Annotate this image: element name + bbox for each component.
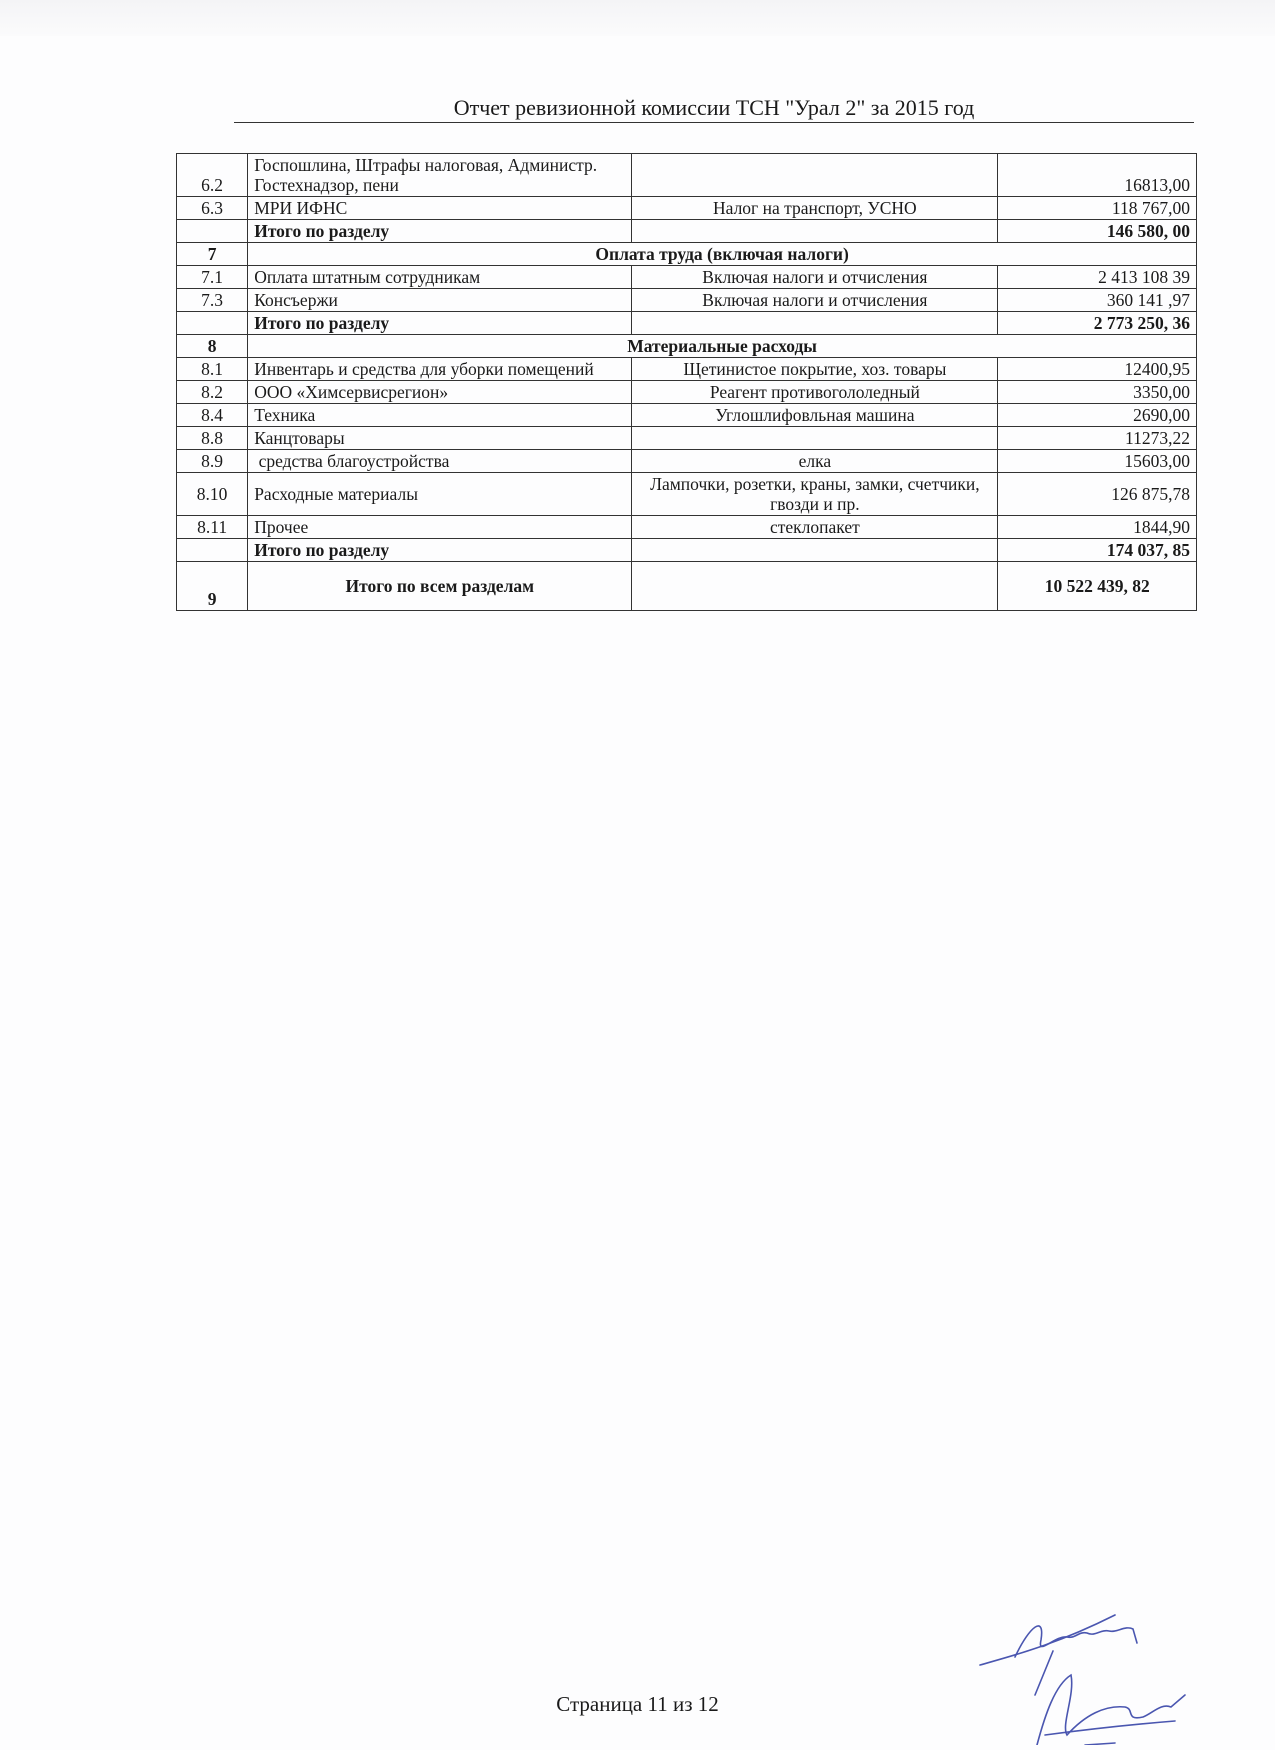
expense-report-table	[176, 153, 1197, 611]
row-name: Итого по разделу	[248, 220, 632, 243]
section-title: Материальные расходы	[248, 335, 1197, 358]
row-description: Реагент противогололедный	[632, 381, 998, 404]
signature-icon	[975, 1595, 1215, 1745]
row-amount: 10 522 439, 82	[998, 562, 1197, 611]
table-row	[177, 404, 1197, 427]
row-description	[632, 562, 998, 611]
section-number: 7	[177, 243, 248, 266]
row-name: Расходные материалы	[248, 473, 632, 516]
section-number: 8	[177, 335, 248, 358]
section-total-row	[177, 539, 1197, 562]
page-footer: Страница 11 из 12	[556, 1692, 719, 1716]
document-title: Отчет ревизионной комиссии ТСН "Урал 2" за 2015 год	[234, 94, 1194, 123]
row-description	[632, 220, 998, 243]
row-description: Налог на транспорт, УСНО	[632, 197, 998, 220]
row-amount: 1844,90	[998, 516, 1197, 539]
row-name: Итого по всем разделам	[248, 562, 632, 611]
grand-total-row	[177, 562, 1197, 611]
row-name: Госпошлина, Штрафы налоговая, Администр. Гостехнадзор, пени	[248, 154, 632, 197]
row-number	[177, 539, 248, 562]
row-number: 8.4	[177, 404, 248, 427]
row-amount: 126 875,78	[998, 473, 1197, 516]
section-title: Оплата труда (включая налоги)	[248, 243, 1197, 266]
row-name: Техника	[248, 404, 632, 427]
row-description: Включая налоги и отчисления	[632, 266, 998, 289]
row-description	[632, 154, 998, 197]
table-row	[177, 381, 1197, 404]
section-header-row	[177, 243, 1197, 266]
row-number: 8.11	[177, 516, 248, 539]
row-name: МРИ ИФНС	[248, 197, 632, 220]
row-amount: 2 413 108 39	[998, 266, 1197, 289]
row-amount: 2 773 250, 36	[998, 312, 1197, 335]
row-amount: 146 580, 00	[998, 220, 1197, 243]
row-amount: 3350,00	[998, 381, 1197, 404]
row-amount: 11273,22	[998, 427, 1197, 450]
row-amount: 16813,00	[998, 154, 1197, 197]
row-name: Итого по разделу	[248, 312, 632, 335]
row-description	[632, 427, 998, 450]
row-name: Консъержи	[248, 289, 632, 312]
row-number: 9	[177, 562, 248, 611]
row-number: 7.3	[177, 289, 248, 312]
row-amount: 2690,00	[998, 404, 1197, 427]
row-description	[632, 539, 998, 562]
row-number: 6.3	[177, 197, 248, 220]
row-number: 8.9	[177, 450, 248, 473]
row-number: 8.8	[177, 427, 248, 450]
table-row	[177, 266, 1197, 289]
scan-margin	[0, 0, 1275, 36]
row-number	[177, 220, 248, 243]
row-number: 7.1	[177, 266, 248, 289]
row-number: 8.10	[177, 473, 248, 516]
row-name: ООО «Химсервисрегион»	[248, 381, 632, 404]
row-amount: 118 767,00	[998, 197, 1197, 220]
row-number: 8.2	[177, 381, 248, 404]
row-amount: 15603,00	[998, 450, 1197, 473]
row-amount: 360 141 ,97	[998, 289, 1197, 312]
section-total-row	[177, 220, 1197, 243]
row-name: Инвентарь и средства для уборки помещений	[248, 358, 632, 381]
row-description: Щетинистое покрытие, хоз. товары	[632, 358, 998, 381]
row-description: Включая налоги и отчисления	[632, 289, 998, 312]
table-row	[177, 450, 1197, 473]
section-header-row	[177, 335, 1197, 358]
table-row	[177, 289, 1197, 312]
row-amount: 174 037, 85	[998, 539, 1197, 562]
row-amount: 12400,95	[998, 358, 1197, 381]
table-row	[177, 197, 1197, 220]
row-description	[632, 312, 998, 335]
row-number: 8.1	[177, 358, 248, 381]
table-row	[177, 427, 1197, 450]
section-total-row	[177, 312, 1197, 335]
table-row	[177, 473, 1197, 516]
table-row	[177, 358, 1197, 381]
row-description: стеклопакет	[632, 516, 998, 539]
table-row	[177, 154, 1197, 197]
row-number	[177, 312, 248, 335]
row-description: Углошлифовльная машина	[632, 404, 998, 427]
row-description: елка	[632, 450, 998, 473]
row-name: Прочее	[248, 516, 632, 539]
row-name: Оплата штатным сотрудникам	[248, 266, 632, 289]
row-name: средства благоустройства	[248, 450, 632, 473]
table-row	[177, 516, 1197, 539]
row-description: Лампочки, розетки, краны, замки, счетчики, гвозди и пр.	[632, 473, 998, 516]
row-number: 6.2	[177, 154, 248, 197]
row-name: Канцтовары	[248, 427, 632, 450]
row-name: Итого по разделу	[248, 539, 632, 562]
